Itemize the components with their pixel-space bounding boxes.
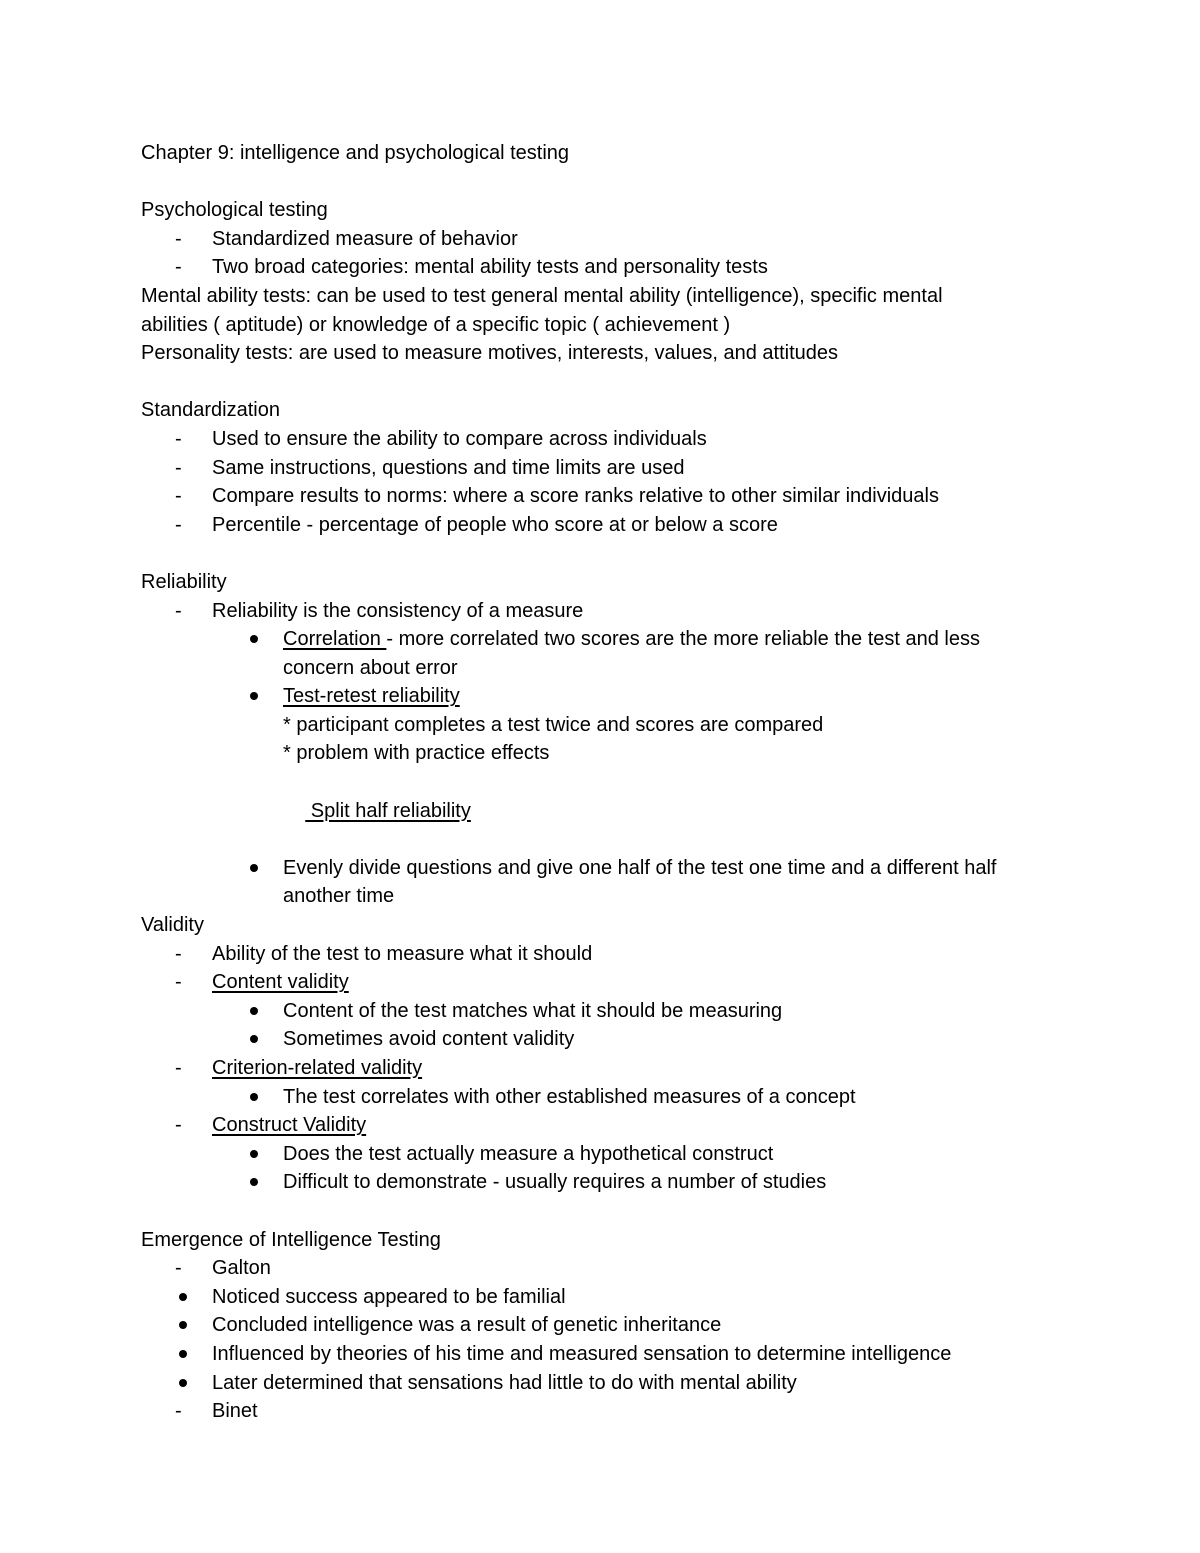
note-line: * problem with practice effects xyxy=(283,742,550,765)
list-item xyxy=(141,511,1200,540)
blank-line xyxy=(141,368,1200,397)
dash-marker: - xyxy=(175,427,182,450)
bullet-dot xyxy=(179,1350,187,1358)
list-item xyxy=(141,1311,1200,1340)
list-item-text: Same instructions, questions and time limits are used xyxy=(212,456,685,479)
paragraph-mental-ability-cont: abilities ( aptitude) or knowledge of a specific topic ( achievement ) xyxy=(141,313,731,336)
list-item xyxy=(141,1168,1200,1197)
list-item xyxy=(141,253,1200,282)
list-item-text: Compare results to norms: where a score ranks relative to other similar individuals xyxy=(212,485,939,508)
list-item xyxy=(141,1054,1200,1083)
heading-reliability: Reliability xyxy=(141,570,227,593)
list-item-text: Evenly divide questions and give one half of the test one time and a different half xyxy=(283,856,997,879)
dash-marker: - xyxy=(175,227,182,250)
blank-line xyxy=(141,168,1200,197)
list-item xyxy=(141,1283,1200,1312)
dash-marker: - xyxy=(175,513,182,536)
dash-marker: - xyxy=(175,1114,182,1137)
list-item-text: Used to ensure the ability to compare across individuals xyxy=(212,427,707,450)
list-item xyxy=(141,968,1200,997)
heading-psychological-testing: Psychological testing xyxy=(141,199,328,222)
bullet-dot xyxy=(250,1007,258,1015)
list-item xyxy=(141,854,1200,883)
bullet-dot xyxy=(179,1293,187,1301)
list-item xyxy=(141,1111,1200,1140)
term-split-half-text: Split half reliability xyxy=(305,799,471,822)
list-item-text: Two broad categories: mental ability tests and personality tests xyxy=(212,256,768,279)
term-correlation: Correlation xyxy=(283,628,387,651)
list-item-text: Reliability is the consistency of a measure xyxy=(212,599,584,622)
list-item xyxy=(141,425,1200,454)
list-item xyxy=(141,1025,1200,1054)
bullet-dot xyxy=(179,1321,187,1329)
list-item xyxy=(141,1340,1200,1369)
term-content-validity: Content validity xyxy=(212,971,349,994)
list-item-text: Content of the test matches what it should be measuring xyxy=(283,999,783,1022)
list-item-text: Ability of the test to measure what it should xyxy=(212,942,593,965)
list-item-text: - more correlated two scores are the more reliable the test and less xyxy=(386,628,980,651)
bullet-dot xyxy=(250,635,258,643)
note-line: * participant completes a test twice and scores are compared xyxy=(283,713,824,736)
bullet-dot xyxy=(250,692,258,700)
dash-marker: - xyxy=(175,971,182,994)
list-item xyxy=(141,625,1200,654)
list-item-text: Galton xyxy=(212,1257,271,1280)
list-item xyxy=(141,225,1200,254)
term-test-retest: Test-retest reliability xyxy=(283,685,460,708)
list-item-text: Sometimes avoid content validity xyxy=(283,1028,575,1051)
term-criterion-validity: Criterion-related validity xyxy=(212,1057,423,1079)
dash-marker: - xyxy=(175,942,182,965)
bullet-dot xyxy=(250,864,258,872)
list-item xyxy=(141,1369,1200,1398)
list-item xyxy=(141,1254,1200,1283)
list-item-text: Does the test actually measure a hypothetical construct xyxy=(283,1142,774,1165)
list-item-text: The test correlates with other established measures of a concept xyxy=(283,1085,856,1108)
blank-line xyxy=(141,1197,1200,1226)
list-item xyxy=(141,482,1200,511)
dash-marker: - xyxy=(175,1400,182,1423)
list-item xyxy=(141,940,1200,969)
list-item-text: Later determined that sensations had little to do with mental ability xyxy=(212,1371,797,1394)
heading-validity: Validity xyxy=(141,914,204,937)
paragraph-personality: Personality tests: are used to measure motives, interests, values, and attitudes xyxy=(141,342,839,365)
list-item-text: Concluded intelligence was a result of genetic inheritance xyxy=(212,1314,722,1337)
dash-marker: - xyxy=(175,1057,182,1079)
term-split-half xyxy=(141,768,1200,854)
list-item xyxy=(141,997,1200,1026)
paragraph-mental-ability: Mental ability tests: can be used to test general mental ability (intelligence), specific mental xyxy=(141,284,943,307)
list-item xyxy=(141,682,1200,711)
bullet-dot xyxy=(250,1150,258,1158)
list-item-text: Noticed success appeared to be familial xyxy=(212,1285,566,1308)
dash-marker: - xyxy=(175,256,182,279)
list-item xyxy=(141,597,1200,626)
list-item-text: Binet xyxy=(212,1400,258,1423)
list-item xyxy=(141,1397,1200,1426)
bullet-dot xyxy=(250,1035,258,1043)
heading-standardization: Standardization xyxy=(141,399,280,422)
heading-emergence: Emergence of Intelligence Testing xyxy=(141,1228,441,1251)
blank-line xyxy=(141,539,1200,568)
dash-marker: - xyxy=(175,485,182,508)
term-construct-validity: Construct Validity xyxy=(212,1114,367,1137)
list-item xyxy=(141,1140,1200,1169)
list-item-text: Difficult to demonstrate - usually requires a number of studies xyxy=(283,1171,827,1194)
bullet-dot xyxy=(179,1379,187,1387)
list-item-text: Influenced by theories of his time and measured sensation to determine intelligence xyxy=(212,1342,952,1365)
list-item-continuation: another time xyxy=(283,885,395,908)
bullet-dot xyxy=(250,1178,258,1186)
list-item xyxy=(141,1083,1200,1112)
page-title: Chapter 9: intelligence and psychological testing xyxy=(141,142,570,164)
list-item xyxy=(141,454,1200,483)
bullet-dot xyxy=(250,1093,258,1101)
dash-marker: - xyxy=(175,599,182,622)
list-item-text: Standardized measure of behavior xyxy=(212,227,518,250)
dash-marker: - xyxy=(175,456,182,479)
dash-marker: - xyxy=(175,1257,182,1280)
list-item-text: Percentile - percentage of people who score at or below a score xyxy=(212,513,778,536)
list-item-continuation: concern about error xyxy=(283,656,458,679)
